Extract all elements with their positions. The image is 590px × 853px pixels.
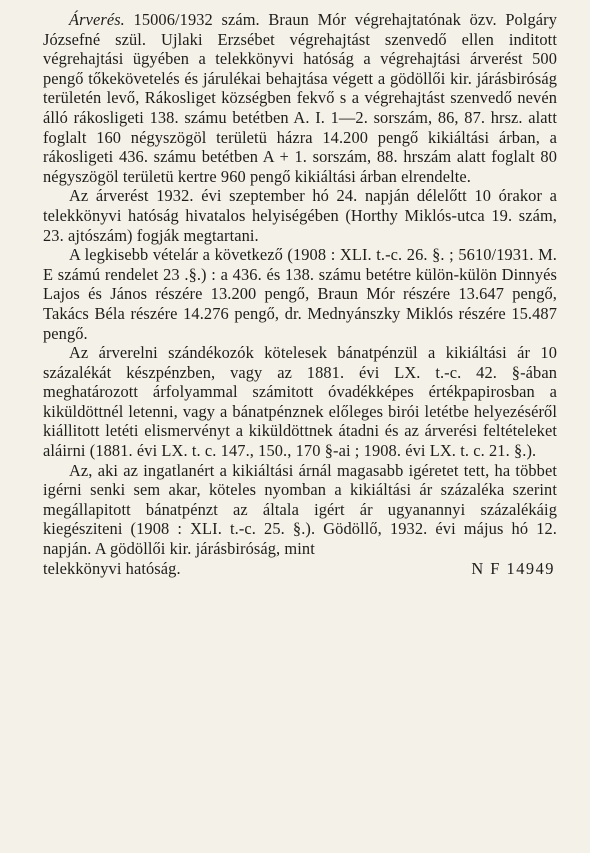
notice-paragraph-5: Az, aki az ingatlanért a kikiáltási árnál magasabb igéretet tett, ha többet igérni senki sem akar, köteles nyomban a kikiáltási ár százaléka szerint megállapitott bánatpénzt az általa igért ár ugyanannyi százalékáig kiegésziteni (1908 : XLI. t.-c. 25. §.). Gödöllő, 1932. évi május hó 12. napján. A gödöllői kir. járásbiróság, mint: [43, 460, 557, 559]
notice-paragraph-1-text: 15006/1932 szám. Braun Mór végrehajtatónak özv. Polgáry Józsefné szül. Ujlaki Erzsébet végrehajtást szenvedő ellen inditott végrehajtási ügyében a telekkönyvi hatóság a végrehajtási árverést 500 pengő tőkekövetelés és járulékai behajtása végett a gödöllői kir. járásbiróság területén levő, Rákosliget községben fekvő s a végrehajtást szenvedő nevén álló rákosligeti 138. számu betétben A. I. 1—2. sorszám, 86, 87. hrsz. alatt foglalt 160 négyszögöl területü házra 14.200 pengő kikiáltási árban, a rákosligeti 436. számu betétben A + 1. sorszám, 88. hrszám alatt foglalt 80 négyszögöl területü kertre 960 pengő kikiáltási árban elrendelte.: [43, 10, 558, 186]
notice-paragraph-3: A legkisebb vételár a következő (1908 : XLI. t.-c. 26. §. ; 5610/1931. M. E számú rendelet 23 .§.) : a 436. és 138. számu betétre külön-külön Dinnyés Lajos és János részére 13.200 pengő, Braun Mór részére 13.647 pengő, Takács Béla részére 14.276 pengő, dr. Mednyánszky Miklós részére 15.487 pengő.: [43, 245, 557, 343]
closing-line: [43, 559, 557, 579]
notice-paragraph-1: [43, 10, 557, 186]
reference-code: N F 14949: [471, 558, 555, 578]
notice-paragraph-2: Az árverést 1932. évi szeptember hó 24. napján délelőtt 10 órakor a telekkönyvi hatóság hivatalos helyiségében (Horthy Miklós-utca 19. szám, 23. ajtószám) fogják megtartani.: [43, 186, 557, 245]
closing-text: telekkönyvi hatóság.: [43, 558, 181, 578]
notice-heading: Árverés.: [69, 10, 125, 29]
notice-paragraph-4: Az árverelni szándékozók kötelesek bánatpénzül a kikiáltási ár 10 százalékát készpénzben, vagy az 1881. évi LX. t.-c. 42. §-ában meghatározott árfolyammal számitott óvadékképes értékpapirosban a kiküldöttnél letenni, vagy a bánatpénznek előleges birói letétbe helyezéséről kiállitott letéti elismervényt a kiküldöttnek átadni és az árverési feltételeket aláirni (1881. évi LX. t. c. 147., 150., 170 §-ai ; 1908. évi LX. t. c. 21. §.).: [43, 343, 557, 461]
